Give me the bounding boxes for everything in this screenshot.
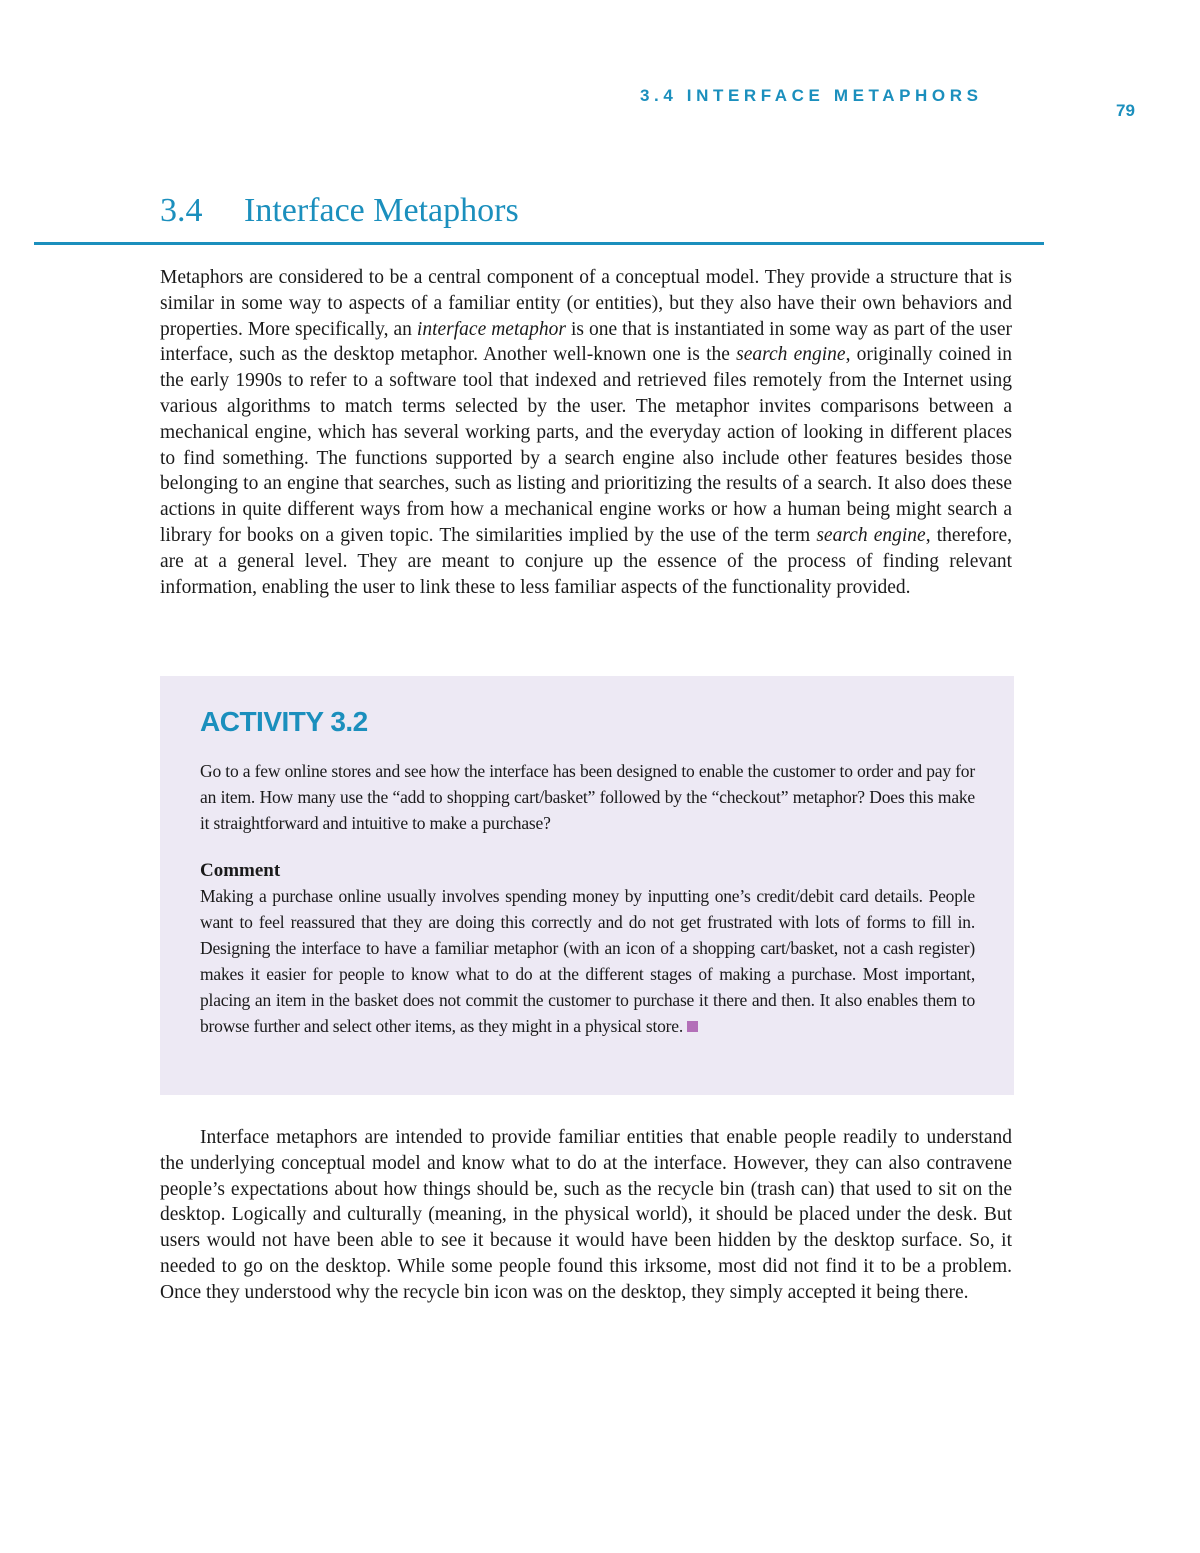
term-search-engine-2: search engine	[816, 524, 926, 546]
term-interface-metaphor: interface metaphor	[416, 318, 566, 340]
activity-title: ACTIVITY 3.2	[200, 706, 368, 737]
term-search-engine: search engine	[736, 344, 846, 366]
body-paragraph: Interface metaphors are intended to provide familiar entities that enable people readily to understand the underlying conceptual model and know what to do at the interface. However, they can also contravene people’s expectations about how things should be, such as the recycle bin (trash can) that used to sit on the desktop. Logically and culturally (meaning, in the physical world), it should be placed under the desk. But users would not have been able to see it because it would have been hidden by the desktop surface. So, it needed to go on the desktop. While some people found this irksome, most did not find it to be a problem. Once they understood why the recycle bin icon was on the desktop, they simply accepted it being there.	[160, 1127, 1012, 1303]
comment-heading: Comment	[200, 860, 281, 881]
section-heading	[160, 192, 519, 230]
intro-text-1: Metaphors are considered to be a central component of a conceptual model. They provide a structure that is similar in some way to aspects of a familiar entity (or entities), but they also have their own behaviors and properties. More specifically, an	[160, 267, 1012, 340]
section-title: Interface Metaphors	[244, 192, 519, 229]
intro-text-4: , therefore, are at a general level. They are meant to conjure up the essence of the process of finding relevant information, enabling the user to link these to less familiar aspects of the functionality provided.	[160, 524, 1012, 598]
activity-question: Go to a few online stores and see how the interface has been designed to enable the customer to order and pay for an item. How many use the “add to shopping cart/basket” followed by the “checkout” metaphor? Does this make it straightforward and intuitive to make a purchase?	[200, 761, 975, 833]
section-rule	[34, 242, 1044, 245]
intro-text-2: is one that is instantiated in some way as part of the user interface, such as the desktop metaphor. Another well-known one is the	[160, 318, 1012, 366]
running-head: 3.4 INTERFACE METAPHORS	[640, 86, 983, 105]
intro-paragraph	[160, 265, 1012, 600]
page-number: 79	[1116, 101, 1135, 120]
activity-comment-text: Making a purchase online usually involves spending money by inputting one’s credit/debit card details. People want to feel reassured that they are doing this correctly and do not get frustrated with lots of forms to fill in. Designing the interface to have a familiar metaphor (with an icon of a shopping cart/basket, not a cash register) makes it easier for people to know what to do at the different stages of making a purchase. Most important, placing an item in the basket does not commit the customer to purchase it there and then. It also enables them to browse further and select other items, as they might in a physical store.	[200, 886, 975, 1036]
activity-box	[160, 676, 1014, 1095]
section-number: 3.4	[160, 192, 203, 229]
activity-comment	[200, 883, 975, 1039]
intro-text-3: , originally coined in the early 1990s to refer to a software tool that indexed and retrieved files remotely from the Internet using various algorithms to match terms selected by the user. The metaphor invites comparisons between a mechanical engine, which has several working parts, and the everyday action of looking in different places to find something. The functions supported by a search engine also include other features besides those belonging to an engine that searches, such as listing and prioritizing the results of a search. It also does these actions in quite different ways from how a mechanical engine works or how a human being might search a library for books on a given topic. The similarities implied by the use of the term	[160, 344, 1013, 546]
end-of-activity-mark	[687, 1021, 698, 1032]
